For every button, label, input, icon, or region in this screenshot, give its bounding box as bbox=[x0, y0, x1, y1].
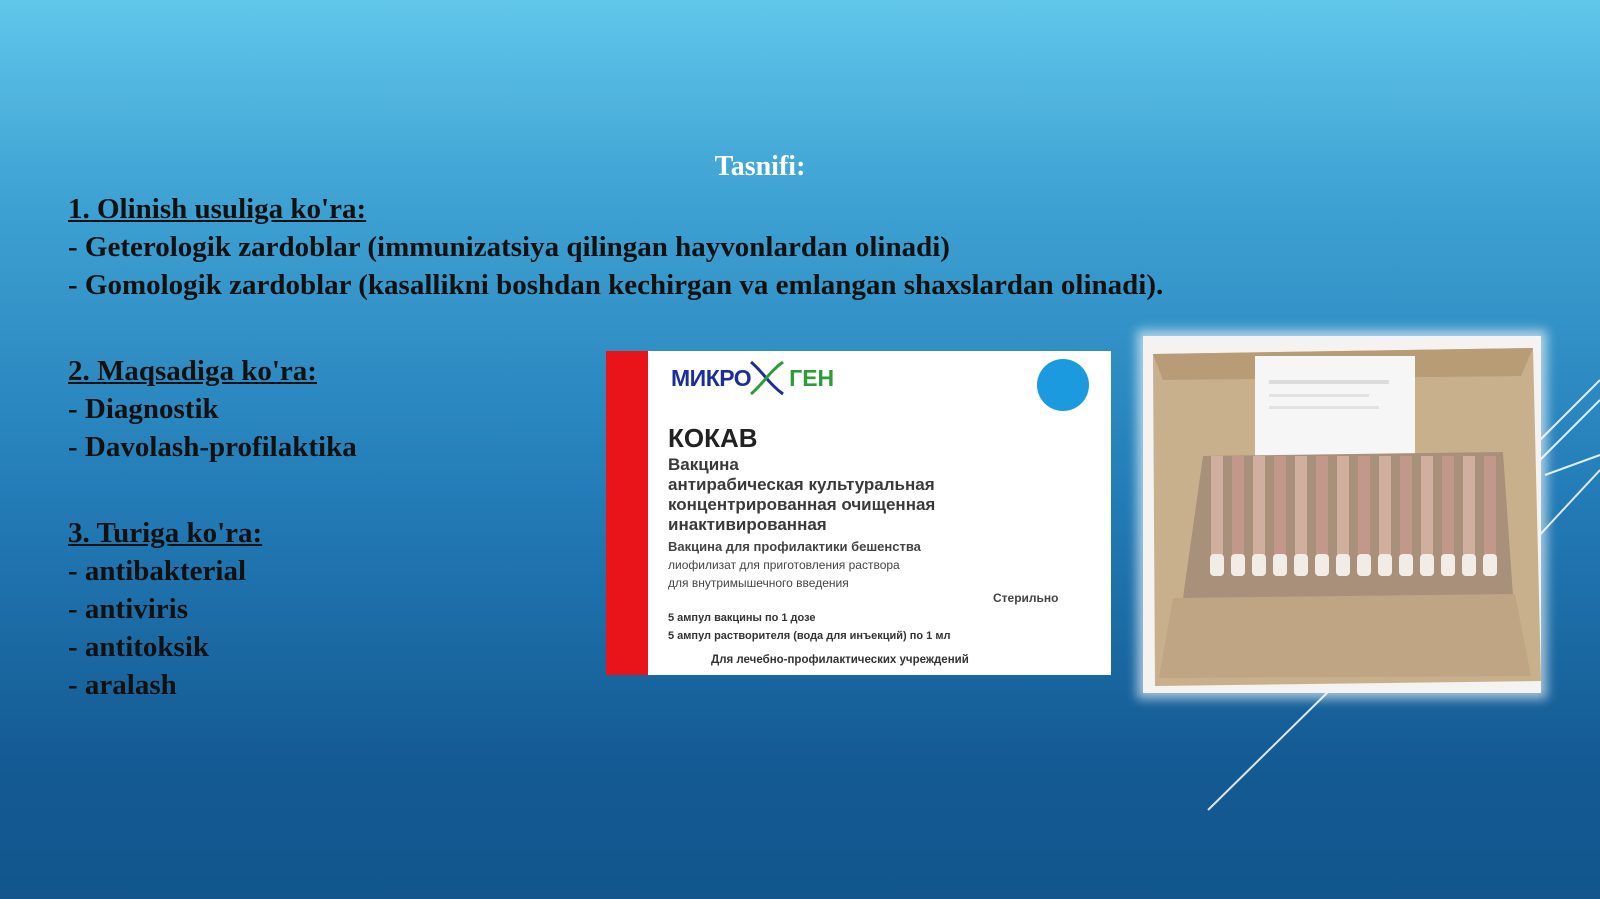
ampoule-cap bbox=[1315, 554, 1329, 576]
ampoule-cap bbox=[1231, 554, 1245, 576]
list-item: - Gomologik zardoblar (kasallikni boshdan kechirgan va emlangan shaxslardan olinadi). bbox=[68, 269, 1164, 301]
section-heading: 3. Turiga ko'ra: bbox=[68, 517, 263, 549]
ampoule-info bbox=[668, 609, 950, 645]
ampoule-line: 5 ампул вакцины по 1 дозе bbox=[668, 612, 816, 624]
ampoule bbox=[1484, 456, 1496, 556]
ampoule bbox=[1358, 456, 1370, 556]
list-item: - Diagnostik bbox=[68, 393, 219, 425]
ampoule bbox=[1337, 456, 1349, 556]
ampoule-cap bbox=[1483, 554, 1497, 576]
ampoule-cap bbox=[1273, 554, 1287, 576]
list-item: - antibakterial bbox=[68, 555, 247, 587]
usage-subtitle: Вакцина для профилактики бешенства bbox=[668, 539, 921, 554]
ampoule bbox=[1379, 456, 1391, 556]
ampoule-cap bbox=[1210, 554, 1224, 576]
form-line: лиофилизат для приготовления раствора bbox=[668, 558, 900, 572]
ampoule-tray-photo bbox=[1143, 336, 1541, 693]
description-line: инактивированная bbox=[668, 515, 827, 534]
ampoule-cap bbox=[1252, 554, 1266, 576]
ampoule bbox=[1295, 456, 1307, 556]
list-item: - antitoksik bbox=[68, 631, 210, 663]
ampoule bbox=[1442, 456, 1454, 556]
ampoule-cap bbox=[1336, 554, 1350, 576]
slide-title: Tasnifi: bbox=[714, 151, 806, 182]
ampoule-tray-drawing bbox=[1143, 336, 1541, 693]
ampoule-cap bbox=[1441, 554, 1455, 576]
ampoule-cap bbox=[1399, 554, 1413, 576]
ampoule-cap bbox=[1378, 554, 1392, 576]
usage-info bbox=[668, 538, 921, 592]
brand-logo bbox=[671, 355, 834, 401]
description-line: концентрированная очищенная bbox=[668, 495, 936, 514]
ampoule bbox=[1463, 456, 1475, 556]
ampoule-line: 5 ампул растворителя (вода для инъекций) по 1 мл bbox=[668, 630, 951, 642]
box-footer: Для лечебно-профилактических учреждений bbox=[711, 654, 969, 666]
list-item: - Davolash-profilaktika bbox=[68, 431, 357, 463]
brand-left: МИКРО bbox=[671, 364, 752, 391]
ampoule-cap bbox=[1294, 554, 1308, 576]
vaccine-box-image bbox=[606, 351, 1111, 675]
ampoule bbox=[1232, 456, 1244, 556]
ampoule bbox=[1316, 456, 1328, 556]
box-red-stripe bbox=[606, 351, 648, 675]
product-description bbox=[668, 455, 935, 535]
list-item: - antiviris bbox=[68, 593, 189, 625]
ampoule-cap bbox=[1420, 554, 1434, 576]
ampoule-cap bbox=[1462, 554, 1476, 576]
ampoule bbox=[1400, 456, 1412, 556]
product-name: КОКАВ bbox=[668, 423, 758, 453]
ampoule-cap bbox=[1357, 554, 1371, 576]
ampoule bbox=[1253, 456, 1265, 556]
sterile-label: Стерильно bbox=[993, 591, 1059, 605]
ampoule bbox=[1211, 456, 1223, 556]
description-line: антирабическая культуральная bbox=[668, 475, 935, 494]
blue-dot bbox=[1037, 359, 1089, 411]
section-heading: 2. Maqsadiga ko'ra: bbox=[68, 355, 317, 387]
section-heading: 1. Olinish usuliga ko'ra: bbox=[68, 193, 367, 225]
description-line: Вакцина bbox=[668, 455, 739, 474]
list-item: - Geterologik zardoblar (immunizatsiya qilingan hayvonlardan olinadi) bbox=[68, 231, 950, 263]
ampoule bbox=[1421, 456, 1433, 556]
form-line: для внутримышечного введения bbox=[668, 576, 849, 590]
ampoule bbox=[1274, 456, 1286, 556]
brand-right: ГЕН bbox=[789, 364, 835, 391]
list-item: - aralash bbox=[68, 669, 177, 701]
helix-icon bbox=[747, 358, 787, 398]
